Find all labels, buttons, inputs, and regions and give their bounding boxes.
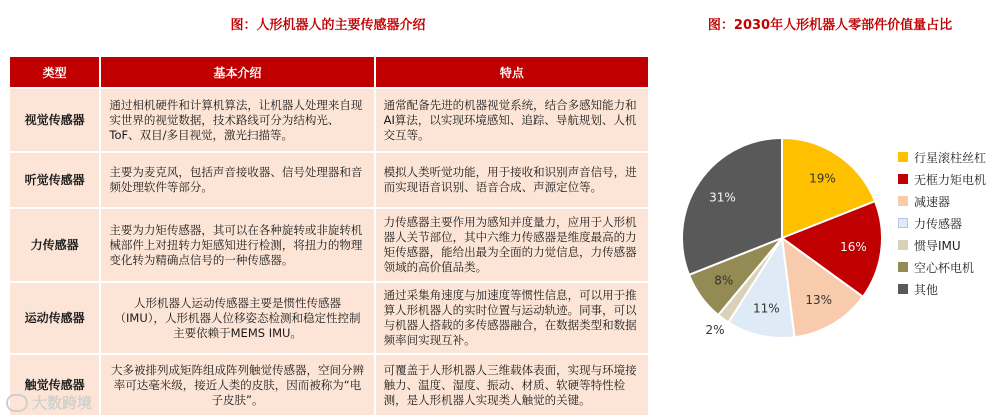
row-intro: 主要为力矩传感器，其可以在各种旋转或非旋转机械部件上对扭转力矩感知进行检测，将扭力的物理变化转为精确点信号的一种传感器。 xyxy=(101,209,373,281)
watermark-logo-icon xyxy=(6,394,28,412)
table-row xyxy=(10,89,648,151)
row-intro: 通过相机硬件和计算机算法，让机器人处理来自现实世界的视觉数据，技术路线可分为结构光、ToF、双目/多目视觉，激光扫描等。 xyxy=(101,89,373,151)
legend-swatch xyxy=(898,240,908,250)
row-type: 运动传感器 xyxy=(10,283,99,353)
pie-label-4: 2% xyxy=(705,323,725,338)
table-row xyxy=(10,355,648,415)
legend-swatch xyxy=(898,284,908,294)
row-type: 触觉传感器 xyxy=(10,355,99,415)
legend-swatch xyxy=(898,152,908,162)
legend-swatch xyxy=(898,196,908,206)
legend-label: 力传感器 xyxy=(914,216,963,231)
row-type: 力传感器 xyxy=(10,209,99,281)
legend-label: 其他 xyxy=(914,282,939,297)
watermark-text: 大数跨境 xyxy=(32,394,93,412)
legend-swatch xyxy=(898,262,908,272)
row-type: 视觉传感器 xyxy=(10,89,99,151)
pie-label-0: 19% xyxy=(809,171,836,186)
legend-swatch xyxy=(898,174,908,184)
row-feature: 通过采集角速度与加速度等惯性信息，可以用于推算人形机器人的实时位置与运动轨迹。同事，可以与机器人搭载的多传感器融合，在数据类型和数据频率间实现互补。 xyxy=(376,283,648,353)
legend-item-0 xyxy=(898,146,986,168)
legend-item-1 xyxy=(898,168,986,190)
legend-item-5 xyxy=(898,256,986,278)
legend-item-2 xyxy=(898,190,986,212)
table-row xyxy=(10,283,648,353)
legend-swatch xyxy=(898,218,908,228)
header-feature: 特点 xyxy=(376,57,648,87)
legend-label: 行星滚柱丝杠 xyxy=(914,150,987,165)
legend-label: 空心杯电机 xyxy=(914,260,975,275)
table-row xyxy=(10,153,648,207)
header-intro: 基本介绍 xyxy=(101,57,373,87)
pie-svg xyxy=(672,128,892,348)
pie-label-6: 31% xyxy=(709,190,736,205)
legend-item-3 xyxy=(898,212,986,234)
legend-item-6 xyxy=(898,278,986,300)
pie-label-3: 11% xyxy=(752,301,780,316)
row-type: 听觉传感器 xyxy=(10,153,99,207)
table-row xyxy=(10,209,648,281)
row-feature: 力传感器主要作用为感知并度量力，应用于人形机器人关节部位，其中六维力传感器是维度最高的力矩传感器，能给出最为全面的力觉信息，力传感器领域的高价值品类。 xyxy=(376,209,648,281)
pie-chart xyxy=(672,128,892,348)
pie-label-2: 13% xyxy=(805,292,832,307)
header-type: 类型 xyxy=(10,57,99,87)
chart-legend xyxy=(898,146,986,300)
legend-item-4 xyxy=(898,234,986,256)
legend-label: 无框力矩电机 xyxy=(914,172,987,187)
chart-title: 图：2030年人形机器人零部件价值量占比 xyxy=(707,18,953,33)
sensor-table xyxy=(8,55,650,417)
pie-label-1: 16% xyxy=(840,240,867,255)
watermark xyxy=(6,392,92,413)
table-title: 图：人形机器人的主要传感器介绍 xyxy=(230,18,426,33)
row-feature: 模拟人类听觉功能，用于接收和识别声音信号，进而实现语音识别、语音合成、声源定位等。 xyxy=(376,153,648,207)
legend-label: 减速器 xyxy=(914,194,951,209)
row-feature: 通常配备先进的机器视觉系统，结合多感知能力和AI算法，以实现环境感知、追踪、导航规划、人机交互等。 xyxy=(376,89,648,151)
row-intro: 大多被排列成矩阵组成阵列触觉传感器，空间分辨率可达毫米级，接近人类的皮肤，因而被称为“电子皮肤”。 xyxy=(101,355,373,415)
legend-label: 惯导IMU xyxy=(914,238,961,253)
row-intro: 主要为麦克风，包括声音接收器、信号处理器和音频处理软件等部分。 xyxy=(101,153,373,207)
pie-label-5: 8% xyxy=(714,273,734,288)
row-intro: 人形机器人运动传感器主要是惯性传感器（IMU），人形机器人位移姿态检测和稳定性控制主要依赖于MEMS IMU。 xyxy=(101,283,373,353)
row-feature: 可覆盖于人形机器人三维载体表面，实现与环境接触力、温度、湿度、振动、材质、软硬等特性检测，是人形机器人实现类人触觉的关键。 xyxy=(376,355,648,415)
